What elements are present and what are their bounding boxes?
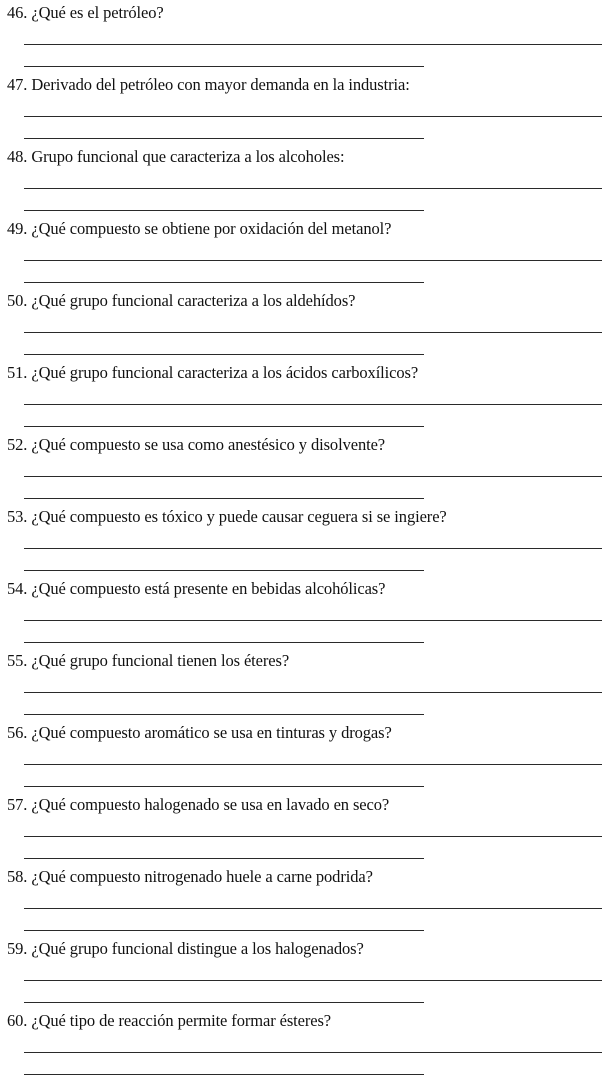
answer-line[interactable] — [24, 66, 424, 67]
answer-line[interactable] — [24, 404, 602, 405]
answer-line[interactable] — [24, 1002, 424, 1003]
question-text: 59. ¿Qué grupo funcional distingue a los halogenados? — [7, 939, 364, 958]
question-58 — [0, 867, 602, 939]
answer-line[interactable] — [24, 548, 602, 549]
question-51 — [0, 363, 602, 435]
answer-line[interactable] — [24, 332, 602, 333]
answer-line[interactable] — [24, 714, 424, 715]
question-text: 46. ¿Qué es el petróleo? — [7, 3, 164, 22]
answer-line[interactable] — [24, 692, 602, 693]
question-50 — [0, 291, 602, 363]
answer-line[interactable] — [24, 642, 424, 643]
question-text: 56. ¿Qué compuesto aromático se usa en tinturas y drogas? — [7, 723, 392, 742]
question-text: 52. ¿Qué compuesto se usa como anestésico y disolvente? — [7, 435, 386, 454]
answer-line[interactable] — [24, 930, 424, 931]
question-text: 53. ¿Qué compuesto es tóxico y puede causar ceguera si se ingiere? — [7, 507, 447, 526]
question-55 — [0, 651, 602, 723]
question-text: 57. ¿Qué compuesto halogenado se usa en lavado en seco? — [7, 795, 390, 814]
answer-line[interactable] — [24, 1074, 424, 1075]
answer-line[interactable] — [24, 570, 424, 571]
question-text: 55. ¿Qué grupo funcional tienen los éteres? — [7, 651, 290, 670]
answer-line[interactable] — [24, 116, 602, 117]
answer-line[interactable] — [24, 354, 424, 355]
question-49 — [0, 219, 602, 291]
answer-line[interactable] — [24, 282, 424, 283]
question-54 — [0, 579, 602, 651]
answer-line[interactable] — [24, 426, 424, 427]
answer-line[interactable] — [24, 476, 602, 477]
question-46 — [0, 3, 602, 75]
question-text: 60. ¿Qué tipo de reacción permite formar ésteres? — [7, 1011, 332, 1030]
answer-line[interactable] — [24, 620, 602, 621]
answer-line[interactable] — [24, 786, 424, 787]
answer-line[interactable] — [24, 858, 424, 859]
answer-line[interactable] — [24, 980, 602, 981]
question-47 — [0, 75, 602, 147]
question-text: 50. ¿Qué grupo funcional caracteriza a los aldehídos? — [7, 291, 356, 310]
answer-line[interactable] — [24, 1052, 602, 1053]
question-text: 51. ¿Qué grupo funcional caracteriza a los ácidos carboxílicos? — [7, 363, 419, 382]
question-48 — [0, 147, 602, 219]
answer-line[interactable] — [24, 260, 602, 261]
question-text: 49. ¿Qué compuesto se obtiene por oxidación del metanol? — [7, 219, 392, 238]
answer-line[interactable] — [24, 908, 602, 909]
question-57 — [0, 795, 602, 867]
question-text: 48. Grupo funcional que caracteriza a los alcoholes: — [7, 147, 345, 166]
question-53 — [0, 507, 602, 579]
question-60 — [0, 1011, 602, 1083]
question-text: 58. ¿Qué compuesto nitrogenado huele a carne podrida? — [7, 867, 373, 886]
answer-line[interactable] — [24, 210, 424, 211]
question-text: 54. ¿Qué compuesto está presente en bebidas alcohólicas? — [7, 579, 386, 598]
question-52 — [0, 435, 602, 507]
question-text: 47. Derivado del petróleo con mayor demanda en la industria: — [7, 75, 410, 94]
answer-line[interactable] — [24, 764, 602, 765]
answer-line[interactable] — [24, 44, 602, 45]
answer-line[interactable] — [24, 138, 424, 139]
answer-line[interactable] — [24, 498, 424, 499]
answer-line[interactable] — [24, 836, 602, 837]
question-56 — [0, 723, 602, 795]
answer-line[interactable] — [24, 188, 602, 189]
question-59 — [0, 939, 602, 1011]
